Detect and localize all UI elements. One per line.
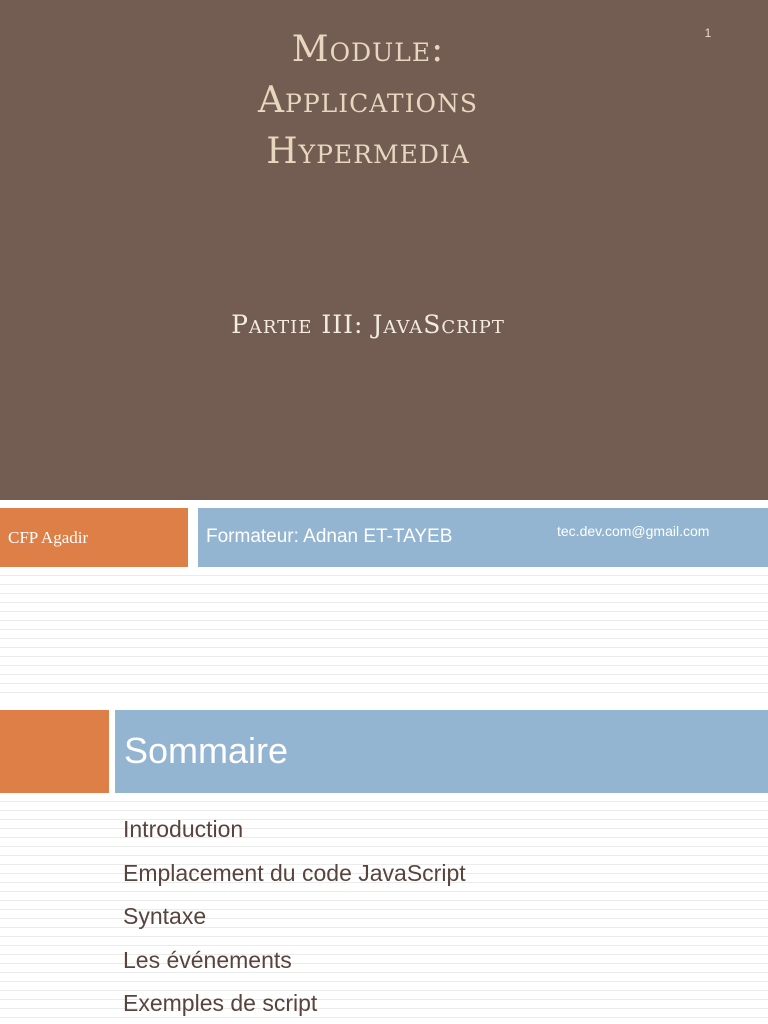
title-slide bbox=[0, 0, 768, 500]
training-center-label: CFP Agadir bbox=[8, 528, 89, 547]
ruled-background bbox=[0, 567, 768, 698]
slide-title bbox=[0, 24, 736, 177]
slide-gap bbox=[0, 698, 768, 710]
agenda-item: Syntaxe bbox=[123, 903, 207, 929]
title-line-applications: Applications bbox=[258, 80, 478, 121]
sommaire-accent-block bbox=[0, 710, 109, 793]
footer-center-box bbox=[0, 508, 188, 567]
title-line-hypermedia: Hypermedia bbox=[266, 131, 470, 172]
trainer-label: Formateur: Adnan ET-TAYEB bbox=[206, 526, 453, 547]
footer-trainer-box bbox=[198, 508, 768, 567]
agenda-item: Emplacement du code JavaScript bbox=[123, 859, 466, 886]
sommaire-title: Sommaire bbox=[124, 730, 289, 771]
agenda-item: Exemples de script bbox=[123, 990, 318, 1016]
agenda-list bbox=[123, 810, 466, 1024]
agenda-item: Introduction bbox=[123, 816, 244, 842]
sommaire-header bbox=[115, 710, 768, 793]
contact-email: tec.dev.com@gmail.com bbox=[557, 523, 710, 539]
separator-line bbox=[0, 500, 768, 506]
agenda-item: Les événements bbox=[123, 946, 292, 973]
slide-subtitle: Partie III: JavaScript bbox=[231, 310, 505, 339]
title-line-module: Module: bbox=[291, 29, 445, 70]
slide-number: 1 bbox=[704, 26, 712, 40]
